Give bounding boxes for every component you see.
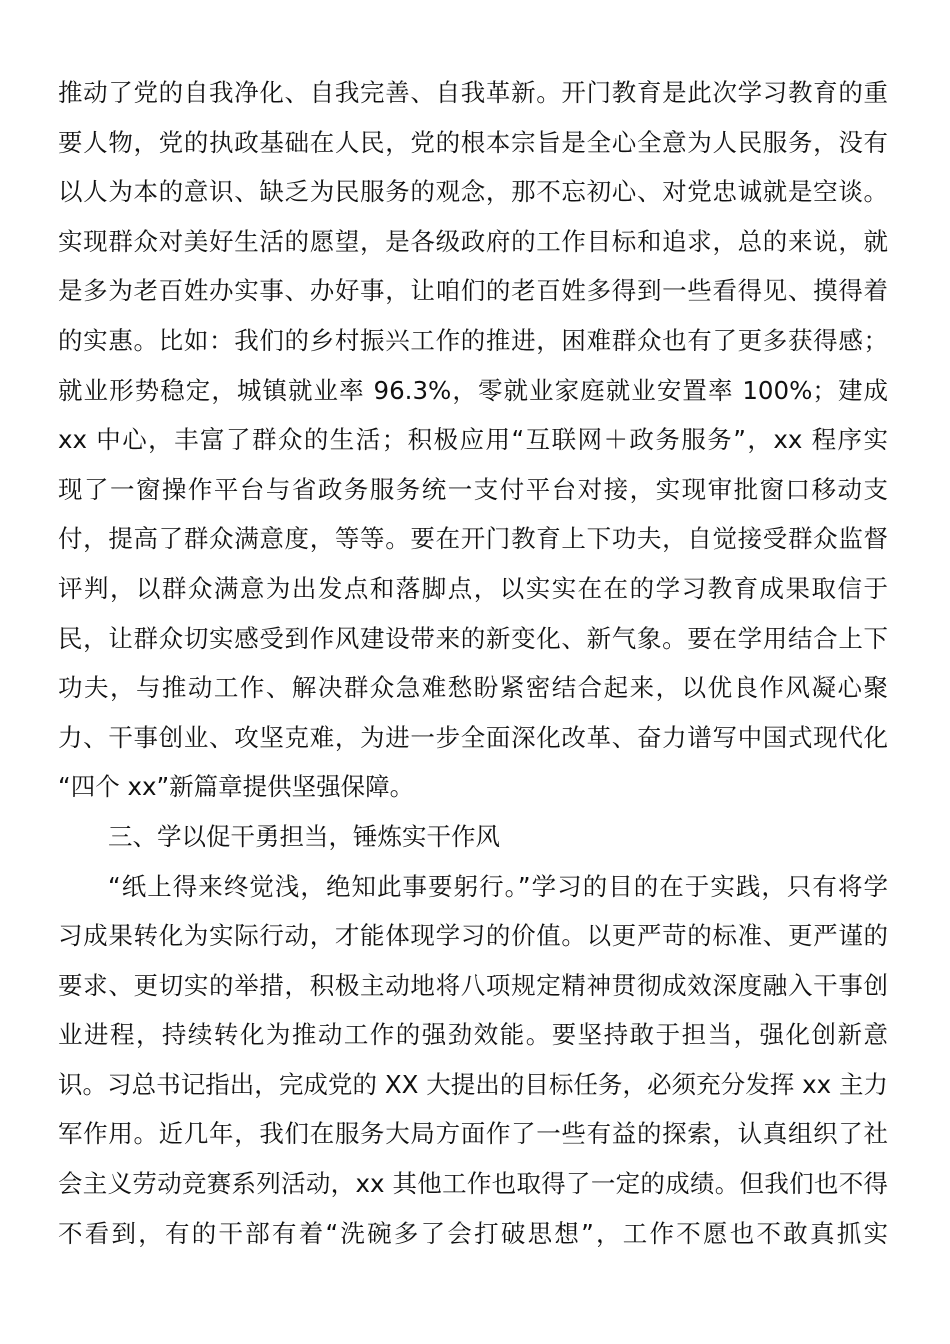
paragraph-line: 不看到，有的干部有着“洗碗多了会打破思想”，工作不愿也不敢真抓实 [58,1218,888,1248]
paragraph-line: 的实惠。比如：我们的乡村振兴工作的推进，困难群众也有了更多获得感； [58,325,888,355]
paragraph-line: 识。习总书记指出，完成党的 XX 大提出的目标任务，必须充分发挥 xx 主力 [58,1069,888,1099]
paragraph-line: 以人为本的意识、缺乏为民服务的观念，那不忘初心、对党忠诚就是空谈。 [58,177,888,207]
paragraph-line: xx 中心，丰富了群众的生活；积极应用“互联网＋政务服务”，xx 程序实 [58,425,888,455]
paragraph-line: 评判，以群众满意为出发点和落脚点，以实实在在的学习教育成果取信于 [58,573,888,603]
paragraph-line: 要人物，党的执政基础在人民，党的根本宗旨是全心全意为人民服务，没有 [58,127,888,157]
paragraph-line: 要求、更切实的举措，积极主动地将八项规定精神贯彻成效深度融入干事创 [58,970,888,1000]
paragraph-line: 会主义劳动竞赛系列活动，xx 其他工作也取得了一定的成绩。但我们也不得 [58,1169,888,1199]
paragraph-line: 是多为老百姓办实事、办好事，让咱们的老百姓多得到一些看得见、摸得着 [58,276,888,306]
section-heading: 三、学以促干勇担当，锤炼实干作风 [108,821,500,851]
paragraph-line: 付，提高了群众满意度，等等。要在开门教育上下功夫，自觉接受群众监督 [58,524,888,554]
paragraph-line: “纸上得来终觉浅，绝知此事要躬行。”学习的目的在于实践，只有将学 [108,871,888,901]
paragraph-line: 功夫，与推动工作、解决群众急难愁盼紧密结合起来，以优良作风凝心聚 [58,673,888,703]
document-page [58,68,888,1258]
paragraph-line: “四个 xx”新篇章提供坚强保障。 [58,772,415,802]
paragraph-line: 业进程，持续转化为推动工作的强劲效能。要坚持敢于担当，强化创新意 [58,1020,888,1050]
paragraph-line: 军作用。近几年，我们在服务大局方面作了一些有益的探索，认真组织了社 [58,1119,888,1149]
paragraph-line: 现了一窗操作平台与省政务服务统一支付平台对接，实现审批窗口移动支 [58,474,888,504]
paragraph-line: 推动了党的自我净化、自我完善、自我革新。开门教育是此次学习教育的重 [58,78,888,107]
paragraph-line: 实现群众对美好生活的愿望，是各级政府的工作目标和追求，总的来说，就 [58,226,888,256]
paragraph-line: 力、干事创业、攻坚克难，为进一步全面深化改革、奋力谱写中国式现代化 [58,722,888,752]
paragraph-line: 习成果转化为实际行动，才能体现学习的价值。以更严苛的标准、更严谨的 [58,921,888,951]
paragraph-line: 就业形势稳定，城镇就业率 96.3%，零就业家庭就业安置率 100%；建成 [58,375,888,405]
paragraph-line: 民，让群众切实感受到作风建设带来的新变化、新气象。要在学用结合上下 [58,623,888,653]
